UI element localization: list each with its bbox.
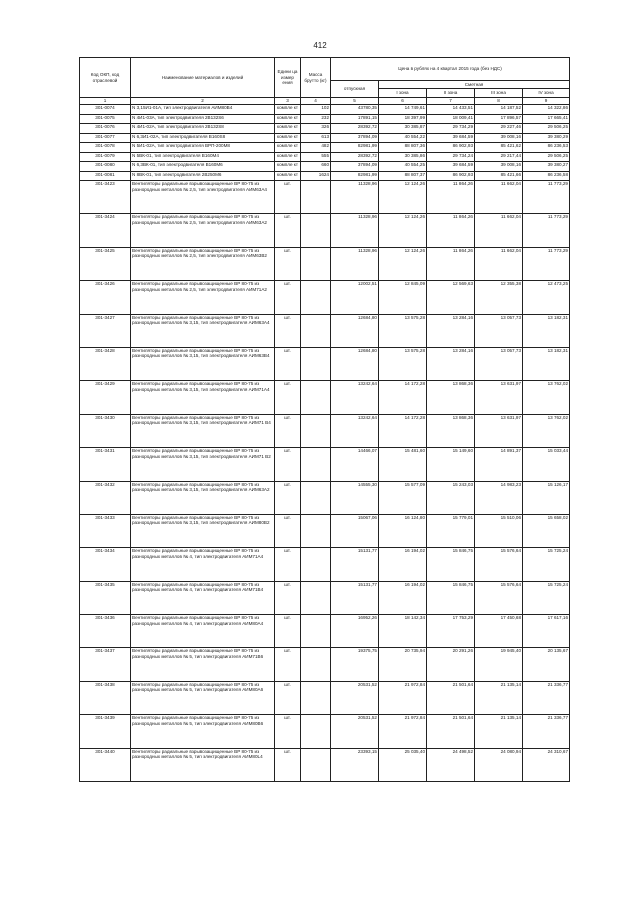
cell-mass: 232: [301, 114, 331, 124]
table-row: [80, 162, 570, 172]
cell-code: 301-0074: [80, 105, 131, 115]
cell-name: Вентиляторы радиальные взрывозащищенные ВР 80-75 из разнородных металлов № 2,5, тип электродвигателя АИМ63А2: [131, 214, 275, 247]
cell-code: 301-3437: [80, 648, 131, 681]
cell-zone-2-price: 11 864,26: [427, 214, 475, 247]
cell-code: 301-3428: [80, 347, 131, 380]
header-price-group: Цена в рублях на 4 квартал 2015 года (без НДС): [331, 58, 570, 81]
cell-unit: компле кт: [275, 162, 301, 172]
cell-zone-4-price: 11 773,29: [523, 181, 570, 214]
cell-code: 301-3425: [80, 247, 131, 280]
cell-zone-2-price: 20 291,26: [427, 648, 475, 681]
header-unit: Едини ца измер ения: [275, 58, 301, 98]
cell-zone-4-price: 15 033,44: [523, 448, 570, 481]
cell-unit: шт.: [275, 681, 301, 714]
cell-unit: компле кт: [275, 124, 301, 134]
cell-zone-4-price: 15 126,17: [523, 481, 570, 514]
cell-code: 301-3436: [80, 615, 131, 648]
cell-release-price: 37894,09: [331, 162, 379, 172]
cell-zone-3-price: 11 662,04: [475, 214, 523, 247]
cell-name: Вентиляторы радиальные взрывозащищенные ВР 80-75 из разнородных металлов № 4, тип электродвигателя АИМ80А4: [131, 615, 275, 648]
table-row: [80, 615, 570, 648]
header-zone-2: II зона: [427, 89, 475, 98]
cell-zone-1-price: 14 749,61: [379, 105, 427, 115]
cell-name: N 4И1-03А, тип электродвигателя 2В132S6: [131, 114, 275, 124]
cell-name: Вентиляторы радиальные взрывозащищенные ВР 80-75 из разнородных металлов № 5, тип электродвигателя АИМ71В6: [131, 648, 275, 681]
cell-zone-3-price: 17 896,57: [475, 114, 523, 124]
table-row: [80, 581, 570, 614]
cell-zone-4-price: 39 380,27: [523, 162, 570, 172]
cell-code: 301-3433: [80, 514, 131, 547]
table-row: [80, 214, 570, 247]
cell-release-price: 12684,80: [331, 347, 379, 380]
cell-zone-2-price: 21 501,64: [427, 681, 475, 714]
table-row: [80, 133, 570, 143]
cell-code: 301-0080: [80, 162, 131, 172]
cell-zone-1-price: 12 124,26: [379, 181, 427, 214]
cell-code: 301-3434: [80, 548, 131, 581]
cell-mass: 102: [301, 105, 331, 115]
cell-release-price: 23393,15: [331, 748, 379, 781]
cell-name: Вентиляторы радиальные взрывозащищенные ВР 80-75 из разнородных металлов № 3,15, тип электродвигателя АИМ71 В4: [131, 414, 275, 447]
cell-mass: 326: [301, 124, 331, 134]
cell-zone-4-price: 29 506,25: [523, 124, 570, 134]
page-number: 412: [313, 41, 327, 50]
cell-zone-2-price: 39 684,59: [427, 133, 475, 143]
cell-zone-4-price: 15 658,02: [523, 514, 570, 547]
cell-unit: шт.: [275, 247, 301, 280]
cell-mass: 1624: [301, 171, 331, 181]
cell-zone-1-price: 15 577,09: [379, 481, 427, 514]
cell-release-price: 15131,77: [331, 581, 379, 614]
cell-code: 301-0076: [80, 124, 131, 134]
cell-zone-1-price: 20 735,94: [379, 648, 427, 681]
cell-code: 301-0078: [80, 143, 131, 153]
cell-zone-2-price: 13 868,36: [427, 381, 475, 414]
cell-zone-1-price: 16 194,02: [379, 548, 427, 581]
cell-release-price: 13242,64: [331, 381, 379, 414]
cell-unit: шт.: [275, 181, 301, 214]
cell-release-price: 15067,06: [331, 514, 379, 547]
cell-code: 301-0079: [80, 152, 131, 162]
table-row: [80, 381, 570, 414]
cell-zone-2-price: 14 433,51: [427, 105, 475, 115]
cell-zone-2-price: 12 569,63: [427, 281, 475, 314]
cell-zone-1-price: 40 554,22: [379, 133, 427, 143]
cell-zone-4-price: 15 725,24: [523, 548, 570, 581]
cell-unit: шт.: [275, 648, 301, 681]
cell-code: 301-3432: [80, 481, 131, 514]
header-code: Код ОКП, код отраслевой: [80, 58, 131, 98]
cell-name: N 8ВК-01, тип электродвигателя 2В250М6: [131, 171, 275, 181]
column-number: 1: [80, 98, 131, 105]
cell-zone-3-price: 15 510,06: [475, 514, 523, 547]
cell-unit: шт.: [275, 314, 301, 347]
cell-zone-1-price: 16 194,02: [379, 581, 427, 614]
cell-unit: шт.: [275, 281, 301, 314]
cell-code: 301-3424: [80, 214, 131, 247]
cell-name: Вентиляторы радиальные взрывозащищенные ВР 80-75 из разнородных металлов № 3,15, тип электродвигателя АИМ63А4: [131, 314, 275, 347]
cell-zone-4-price: 13 762,02: [523, 381, 570, 414]
cell-mass: [301, 214, 331, 247]
cell-zone-3-price: 15 576,64: [475, 581, 523, 614]
column-number: 5: [331, 98, 379, 105]
cell-release-price: 14466,07: [331, 448, 379, 481]
cell-zone-1-price: 21 972,84: [379, 715, 427, 748]
column-number: 3: [275, 98, 301, 105]
cell-unit: компле кт: [275, 171, 301, 181]
cell-zone-1-price: 13 575,28: [379, 314, 427, 347]
table-row: [80, 748, 570, 781]
column-number: 7: [427, 98, 475, 105]
cell-unit: шт.: [275, 414, 301, 447]
cell-unit: компле кт: [275, 152, 301, 162]
cell-name: Вентиляторы радиальные взрывозащищенные ВР 80-75 из разнородных металлов № 2,5, тип электродвигателя АИМ63В2: [131, 247, 275, 280]
cell-release-price: 37894,09: [331, 133, 379, 143]
cell-unit: компле кт: [275, 114, 301, 124]
cell-zone-1-price: 21 972,84: [379, 681, 427, 714]
cell-zone-2-price: 29 734,29: [427, 124, 475, 134]
cell-zone-2-price: 17 753,29: [427, 615, 475, 648]
cell-zone-1-price: 18 397,99: [379, 114, 427, 124]
cell-zone-3-price: 13 631,97: [475, 414, 523, 447]
cell-zone-4-price: 20 135,67: [523, 648, 570, 681]
cell-name: N 5И1-02А, тип электродвигателя ВРП-200М8: [131, 143, 275, 153]
cell-zone-4-price: 13 762,02: [523, 414, 570, 447]
cell-zone-2-price: 15 779,01: [427, 514, 475, 547]
cell-zone-1-price: 14 172,28: [379, 381, 427, 414]
cell-release-price: 12002,51: [331, 281, 379, 314]
cell-zone-2-price: 86 902,93: [427, 143, 475, 153]
cell-code: 301-3426: [80, 281, 131, 314]
cell-zone-2-price: 24 498,52: [427, 748, 475, 781]
cell-release-price: 19375,75: [331, 648, 379, 681]
table-row: [80, 171, 570, 181]
cell-zone-2-price: 13 284,16: [427, 347, 475, 380]
cell-release-price: 16952,26: [331, 615, 379, 648]
table-row: [80, 181, 570, 214]
cell-unit: шт.: [275, 715, 301, 748]
cell-mass: 555: [301, 152, 331, 162]
header-release: отпускная: [331, 81, 379, 98]
cell-zone-4-price: 21 336,77: [523, 681, 570, 714]
header-zone-1: I зона: [379, 89, 427, 98]
cell-zone-2-price: 29 734,24: [427, 152, 475, 162]
cell-name: Вентиляторы радиальные взрывозащищенные ВР 80-75 из разнородных металлов № 3,15, тип электродвигателя АИМ71А4: [131, 381, 275, 414]
cell-name: Вентиляторы радиальные взрывозащищенные ВР 80-75 из разнородных металлов № 2,5, тип электродвигателя АИМ71А2: [131, 281, 275, 314]
table-row: [80, 114, 570, 124]
cell-mass: [301, 715, 331, 748]
cell-mass: [301, 681, 331, 714]
column-number: 2: [131, 98, 275, 105]
cell-code: 301-3435: [80, 581, 131, 614]
cell-name: Вентиляторы радиальные взрывозащищенные ВР 80-75 из разнородных металлов № 2,5, тип электродвигателя АИМ63А4: [131, 181, 275, 214]
column-number: 8: [475, 98, 523, 105]
cell-name: Вентиляторы радиальные взрывозащищенные ВР 80-75 из разнородных металлов № 3,15, тип электродвигателя АИМ63В4: [131, 347, 275, 380]
cell-unit: шт.: [275, 581, 301, 614]
cell-zone-3-price: 39 008,16: [475, 162, 523, 172]
cell-mass: [301, 514, 331, 547]
cell-zone-2-price: 15 149,60: [427, 448, 475, 481]
cell-mass: 613: [301, 133, 331, 143]
cell-mass: [301, 481, 331, 514]
cell-name: Вентиляторы радиальные взрывозащищенные ВР 80-75 из разнородных металлов № 4, тип электродвигателя АИМ71А4: [131, 548, 275, 581]
cell-zone-4-price: 29 506,25: [523, 152, 570, 162]
cell-zone-2-price: 13 284,16: [427, 314, 475, 347]
cell-name: N 6,3И1-02А, тип электродвигателя В160S8: [131, 133, 275, 143]
table-row: [80, 548, 570, 581]
cell-zone-3-price: 14 891,37: [475, 448, 523, 481]
cell-zone-2-price: 18 009,41: [427, 114, 475, 124]
cell-code: 301-3438: [80, 681, 131, 714]
cell-release-price: 82981,99: [331, 171, 379, 181]
table-row: [80, 124, 570, 134]
cell-zone-1-price: 40 554,25: [379, 162, 427, 172]
cell-code: 301-3430: [80, 414, 131, 447]
cell-mass: [301, 247, 331, 280]
table-row: [80, 448, 570, 481]
cell-code: 301-3423: [80, 181, 131, 214]
column-number: 4: [301, 98, 331, 105]
cell-zone-3-price: 14 187,52: [475, 105, 523, 115]
cell-name: Вентиляторы радиальные взрывозащищенные ВР 80-75 из разнородных металлов № 3,15, тип электродвигателя АИМ63А2: [131, 481, 275, 514]
cell-name: Вентиляторы радиальные взрывозащищенные ВР 80-75 из разнородных металлов № 5, тип электродвигателя АИМ80L4: [131, 748, 275, 781]
cell-zone-4-price: 24 310,67: [523, 748, 570, 781]
cell-code: 301-0081: [80, 171, 131, 181]
cell-mass: [301, 448, 331, 481]
cell-zone-1-price: 18 142,34: [379, 615, 427, 648]
table-row: [80, 314, 570, 347]
cell-zone-2-price: 13 868,36: [427, 414, 475, 447]
table-row: [80, 143, 570, 153]
cell-unit: шт.: [275, 448, 301, 481]
cell-zone-2-price: 11 864,26: [427, 247, 475, 280]
cell-zone-3-price: 24 080,94: [475, 748, 523, 781]
cell-zone-1-price: 30 385,86: [379, 152, 427, 162]
cell-zone-3-price: 19 945,40: [475, 648, 523, 681]
cell-zone-3-price: 21 135,14: [475, 715, 523, 748]
cell-name: Вентиляторы радиальные взрывозащищенные ВР 80-75 из разнородных металлов № 3,15, тип электродвигателя АИМ71 В2: [131, 448, 275, 481]
cell-mass: 660: [301, 162, 331, 172]
cell-zone-4-price: 15 725,24: [523, 581, 570, 614]
cell-zone-4-price: 13 182,31: [523, 347, 570, 380]
cell-zone-1-price: 12 124,26: [379, 214, 427, 247]
cell-zone-1-price: 15 481,60: [379, 448, 427, 481]
header-zone-4: IV зона: [523, 89, 570, 98]
cell-mass: [301, 347, 331, 380]
cell-zone-2-price: 11 864,26: [427, 181, 475, 214]
cell-zone-3-price: 21 135,14: [475, 681, 523, 714]
cell-zone-1-price: 30 385,87: [379, 124, 427, 134]
cell-name: N 3,15И1-01А, тип электродвигателя АИМ80В4: [131, 105, 275, 115]
cell-release-price: 28392,72: [331, 152, 379, 162]
cell-unit: шт.: [275, 748, 301, 781]
cell-unit: шт.: [275, 548, 301, 581]
cell-unit: шт.: [275, 214, 301, 247]
cell-code: 301-0075: [80, 114, 131, 124]
cell-mass: [301, 281, 331, 314]
cell-unit: шт.: [275, 514, 301, 547]
cell-code: 301-0077: [80, 133, 131, 143]
header-zone-3: III зона: [475, 89, 523, 98]
cell-code: 301-3439: [80, 715, 131, 748]
column-number-row: [80, 98, 570, 105]
cell-zone-4-price: 11 773,29: [523, 214, 570, 247]
cell-mass: [301, 381, 331, 414]
cell-code: 301-3431: [80, 448, 131, 481]
cell-name: Вентиляторы радиальные взрывозащищенные ВР 80-75 из разнородных металлов № 4, тип электродвигателя АИМ71В4: [131, 581, 275, 614]
cell-zone-3-price: 17 450,68: [475, 615, 523, 648]
table-row: [80, 414, 570, 447]
cell-zone-3-price: 15 576,64: [475, 548, 523, 581]
cell-zone-4-price: 86 236,58: [523, 171, 570, 181]
cell-unit: шт.: [275, 347, 301, 380]
table-row: [80, 247, 570, 280]
cell-zone-1-price: 88 807,37: [379, 171, 427, 181]
cell-zone-1-price: 12 124,26: [379, 247, 427, 280]
cell-mass: [301, 648, 331, 681]
table-row: [80, 281, 570, 314]
cell-release-price: 11328,96: [331, 247, 379, 280]
cell-zone-4-price: 13 182,31: [523, 314, 570, 347]
cell-zone-3-price: 29 217,44: [475, 152, 523, 162]
cell-mass: [301, 181, 331, 214]
cell-release-price: 11328,96: [331, 181, 379, 214]
cell-unit: компле кт: [275, 105, 301, 115]
cell-mass: [301, 548, 331, 581]
cell-zone-2-price: 21 501,64: [427, 715, 475, 748]
cell-zone-1-price: 25 035,40: [379, 748, 427, 781]
table-row: [80, 152, 570, 162]
cell-code: 301-3440: [80, 748, 131, 781]
cell-zone-3-price: 13 057,73: [475, 347, 523, 380]
table-row: [80, 347, 570, 380]
price-table: [79, 57, 570, 782]
cell-zone-2-price: 15 243,03: [427, 481, 475, 514]
cell-name: N 4И1-02А, тип электродвигателя 2В132S8: [131, 124, 275, 134]
cell-zone-1-price: 14 172,28: [379, 414, 427, 447]
cell-zone-4-price: 12 473,25: [523, 281, 570, 314]
cell-release-price: 17891,15: [331, 114, 379, 124]
cell-name: Вентиляторы радиальные взрывозащищенные ВР 80-75 из разнородных металлов № 5, тип электродвигателя АИМ80А6: [131, 681, 275, 714]
column-number: 6: [379, 98, 427, 105]
cell-zone-4-price: 14 322,86: [523, 105, 570, 115]
cell-name: N 6,3ВК-01, тип электродвигателя В160М6: [131, 162, 275, 172]
cell-zone-2-price: 15 846,75: [427, 548, 475, 581]
cell-release-price: 14555,30: [331, 481, 379, 514]
cell-release-price: 12684,80: [331, 314, 379, 347]
cell-release-price: 15131,77: [331, 548, 379, 581]
header-mass: Масса брутто (кг): [301, 58, 331, 98]
cell-release-price: 43780,35: [331, 105, 379, 115]
cell-unit: компле кт: [275, 133, 301, 143]
table-row: [80, 648, 570, 681]
cell-mass: [301, 615, 331, 648]
cell-zone-3-price: 14 983,23: [475, 481, 523, 514]
table-row: [80, 715, 570, 748]
cell-zone-1-price: 16 124,80: [379, 514, 427, 547]
cell-zone-2-price: 39 684,59: [427, 162, 475, 172]
cell-zone-1-price: 13 575,28: [379, 347, 427, 380]
cell-name: Вентиляторы радиальные взрывозащищенные ВР 80-75 из разнородных металлов № 3,15, тип электродвигателя АИМ80В2: [131, 514, 275, 547]
cell-zone-4-price: 17 665,41: [523, 114, 570, 124]
cell-mass: 482: [301, 143, 331, 153]
cell-release-price: 13242,64: [331, 414, 379, 447]
cell-mass: [301, 748, 331, 781]
cell-unit: шт.: [275, 481, 301, 514]
cell-mass: [301, 414, 331, 447]
cell-zone-4-price: 86 236,53: [523, 143, 570, 153]
cell-release-price: 20531,52: [331, 681, 379, 714]
cell-zone-3-price: 13 057,73: [475, 314, 523, 347]
cell-zone-4-price: 39 380,29: [523, 133, 570, 143]
cell-release-price: 11328,96: [331, 214, 379, 247]
cell-zone-3-price: 12 355,38: [475, 281, 523, 314]
cell-zone-1-price: 12 845,09: [379, 281, 427, 314]
cell-name: Вентиляторы радиальные взрывозащищенные ВР 80-75 из разнородных металлов № 5, тип электродвигателя АИМ80В6: [131, 715, 275, 748]
cell-mass: [301, 581, 331, 614]
cell-zone-1-price: 88 807,36: [379, 143, 427, 153]
cell-zone-4-price: 11 773,29: [523, 247, 570, 280]
header-estimate: Сметная: [379, 81, 570, 89]
cell-release-price: 82981,99: [331, 143, 379, 153]
column-number: 9: [523, 98, 570, 105]
cell-zone-3-price: 29 227,46: [475, 124, 523, 134]
cell-name: N 5ВК-01, тип электродвигателя В160М4: [131, 152, 275, 162]
cell-zone-3-price: 11 662,04: [475, 247, 523, 280]
cell-zone-4-price: 21 336,77: [523, 715, 570, 748]
table-body: [80, 105, 570, 782]
cell-mass: [301, 314, 331, 347]
table-row: [80, 681, 570, 714]
table-row: [80, 481, 570, 514]
header-name: Наименование материалов и изделий: [131, 58, 275, 98]
cell-unit: шт.: [275, 615, 301, 648]
table-row: [80, 514, 570, 547]
cell-unit: шт.: [275, 381, 301, 414]
cell-unit: компле кт: [275, 143, 301, 153]
cell-zone-3-price: 39 008,16: [475, 133, 523, 143]
cell-code: 301-3429: [80, 381, 131, 414]
cell-zone-3-price: 85 421,62: [475, 143, 523, 153]
cell-zone-2-price: 86 902,93: [427, 171, 475, 181]
cell-zone-3-price: 11 662,04: [475, 181, 523, 214]
cell-code: 301-3427: [80, 314, 131, 347]
cell-release-price: 20531,52: [331, 715, 379, 748]
cell-zone-3-price: 85 421,66: [475, 171, 523, 181]
cell-zone-2-price: 15 846,75: [427, 581, 475, 614]
cell-zone-3-price: 13 631,97: [475, 381, 523, 414]
table-row: [80, 105, 570, 115]
cell-zone-4-price: 17 617,16: [523, 615, 570, 648]
cell-release-price: 28392,72: [331, 124, 379, 134]
